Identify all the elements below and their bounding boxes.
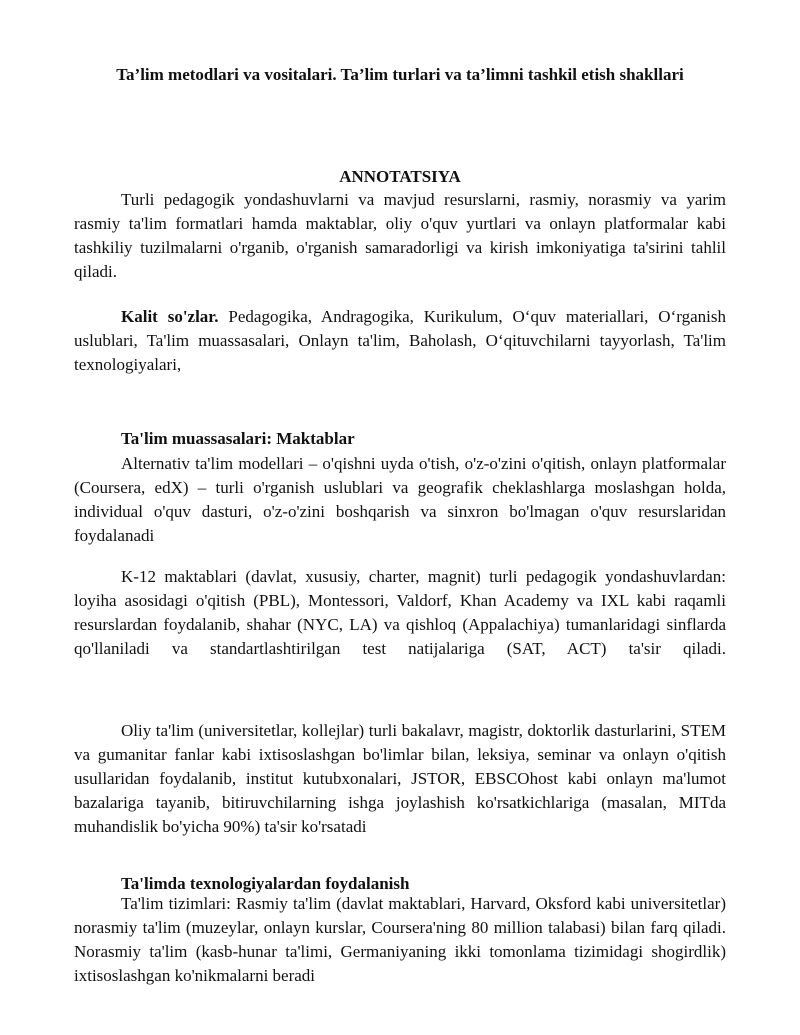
paragraph-education-systems: Ta'lim tizimlari: Rasmiy ta'lim (davlat maktablari, Harvard, Oksford kabi universitetlar) norasmiy ta'lim (muzeylar, onlayn kurslar, Coursera'ning 80 million talabasi) bilan farq qiladi. Norasmiy ta'lim (kasb-hunar ta'limi, Germaniyaning ikki tomonlama tizimidagi shogirdlik) ixtisoslashgan ko'nikmalarni beradi: [74, 894, 726, 985]
section-heading-schools: Ta'lim muassasalari: Maktablar: [121, 429, 355, 448]
keywords-label: Kalit so'zlar.: [121, 307, 219, 326]
paragraph-k12-schools: K-12 maktablari (davlat, xususiy, charter, magnit) turli pedagogik yondashuvlardan: loyiha asosidagi o'qitish (PBL), Montessori, Valdorf, Khan Academy va IXL kabi raqamli resurslardan foydalanib, shahar (NYC, LA) va qishloq (Appalachiya) tumanlaridagi sinflarda qo'llaniladi va standartlashtirilgan test natijalariga (SAT, ACT) ta'sir qiladi.: [74, 567, 726, 658]
paragraph-higher-education: Oliy ta'lim (universitetlar, kollejlar) turli bakalavr, magistr, doktorlik dasturlarini, STEM va gumanitar fanlar kabi ixtisoslashgan bo'limlar bilan, leksiya, seminar va onlayn o'qitish usullaridan foydalanib, institut kutubxonalari, JSTOR, EBSCOhost kabi onlayn ma'lumot bazalariga tayanib, bitiruvchilarning ishga joylashish ko'rsatkichlariga (masalan, MITda muhandislik bo'yicha 90%) ta'sir ko'rsatadi: [74, 721, 726, 836]
section-heading-technology: Ta'limda texnologiyalardan foydalanish: [121, 874, 410, 893]
keywords-paragraph: [74, 305, 726, 377]
annotation-paragraph: Turli pedagogik yondashuvlarni va mavjud resurslarni, rasmiy, norasmiy va yarim rasmiy ta'lim formatlari hamda maktablar, oliy o'quv yurtlari va onlayn platformalar kabi tashkiliy tuzilmalarni o'rganib, o'rganish samaradorligi va kirish imkoniyatiga ta'sirini tahlil qiladi.: [74, 190, 726, 281]
keywords-text: Pedagogika, Andragogika, Kurikulum, O‘quv materiallari, O‘rganish uslublari, Ta'lim muassasalari, Onlayn ta'lim, Baholash, O‘qituvchilarni tayyorlash, Ta'lim texnologiyalari,: [74, 307, 726, 374]
annotation-heading: ANNOTATSIYA: [339, 167, 461, 186]
document-title: Ta’lim metodlari va vositalari. Ta’lim turlari va ta’limni tashkil etish shakllari: [116, 65, 684, 84]
paragraph-alternative-models: Alternativ ta'lim modellari – o'qishni uyda o'tish, o'z-o'zini o'qitish, onlayn platformalar (Coursera, edX) – turli o'rganish uslublari va geografik cheklashlarga moslashgan holda, individual o'quv dasturi, o'z-o'zini boshqarish va sinxron bo'lmagan o'quv resurslaridan foydalanadi: [74, 454, 726, 545]
